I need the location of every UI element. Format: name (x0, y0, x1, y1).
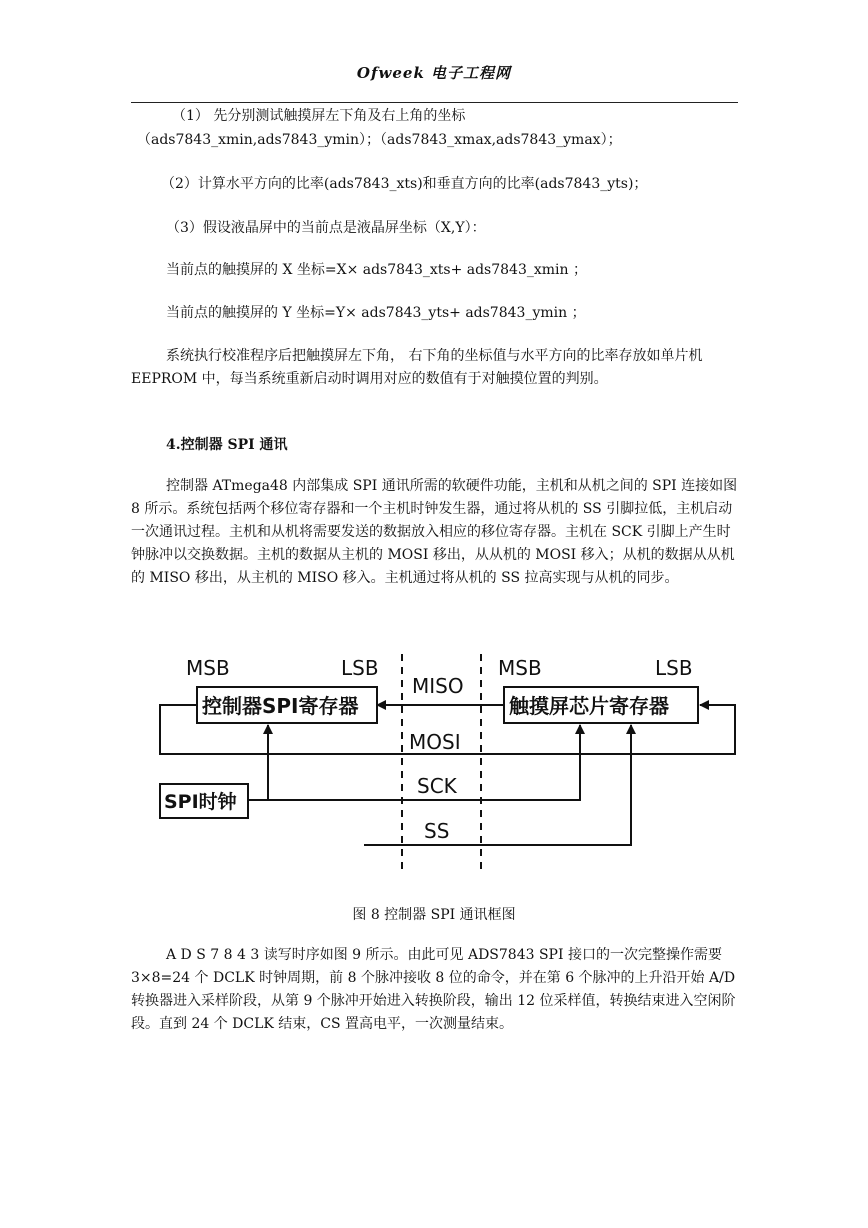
mosi-label: MOSI (409, 730, 461, 754)
formula-x: 当前点的触摸屏的 X 坐标=X× ads7843_xts+ ads7843_xmin ； (166, 262, 587, 278)
controller-register-label: 控制器SPI寄存器 (202, 694, 359, 718)
sck-label: SCK (417, 774, 457, 798)
step-2: （2）计算水平方向的比率(ads7843_xts)和垂直方向的比率(ads7843_yts)； (161, 176, 648, 192)
ss-label: SS (424, 819, 450, 843)
paragraph-calibration: 系统执行校准程序后把触摸屏左下角， 右下角的坐标值与水平方向的比率存放如单片机EEPROM 中，每当系统重新启动时调用对应的数值有于对触摸位置的判别。 (131, 348, 703, 387)
header-rule (131, 102, 738, 103)
touch-chip-register-label: 触摸屏芯片寄存器 (509, 694, 669, 718)
step-1-line-1: （1） 先分别测试触摸屏左下角及右上角的坐标 (172, 108, 466, 124)
ss-line (364, 725, 631, 845)
msb-right-label: MSB (498, 656, 542, 680)
step-1-line-2: （ads7843_xmin,ads7843_ymin）；（ads7843_xmax,ads7843_ymax）； (137, 132, 622, 148)
msb-left-label: MSB (186, 656, 230, 680)
step-3: （3）假设液晶屏中的当前点是液晶屏坐标（X,Y）： (166, 220, 486, 236)
section-heading: 4.控制器 SPI 通讯 (166, 437, 288, 453)
page-header: Ofweek 电子工程网 (356, 64, 512, 82)
figure-caption: 图 8 控制器 SPI 通讯框图 (352, 907, 516, 923)
lsb-right-label: LSB (655, 656, 693, 680)
lsb-left-label: LSB (341, 656, 379, 680)
paragraph-ads7843: A D S 7 8 4 3 读写时序如图 9 所示。由此可见 ADS7843 SPI 接口的一次完整操作需要 3×8=24 个 DCLK 时钟周期，前 8 个脉冲接收 8 位的命令，并在第 6 个脉冲的上升沿开始 A/D 转换器进入采样阶段，从第 9 个脉冲开始进入转换阶段，输出 12 位采样值，转换结束进入空闲阶段。直到 24 个 DCLK 结束，CS 置高电平，一次测量结束。 (131, 947, 736, 1032)
spi-block-diagram (150, 648, 750, 878)
formula-y: 当前点的触摸屏的 Y 坐标=Y× ads7843_yts+ ads7843_ymin ； (166, 305, 586, 321)
paragraph-spi: 控制器 ATmega48 内部集成 SPI 通讯所需的软硬件功能，主机和从机之间的 SPI 连接如图 8 所示。系统包括两个移位寄存器和一个主机时钟发生器，通过将从机的 SS 引脚拉低，主机启动一次通讯过程。主机和从机将需要发送的数据放入相应的移位寄存器。主机在 SCK 引脚上产生时钟脉冲以交换数据。主机的数据从主机的 MOSI 移出，从从机的 MOSI 移入；从机的数据从从机的 MISO 移出，从主机的 MISO 移入。主机通过将从机的 SS 拉高实现与从机的同步。 (131, 478, 738, 586)
miso-label: MISO (412, 674, 464, 698)
spi-clock-label: SPI时钟 (164, 791, 237, 813)
